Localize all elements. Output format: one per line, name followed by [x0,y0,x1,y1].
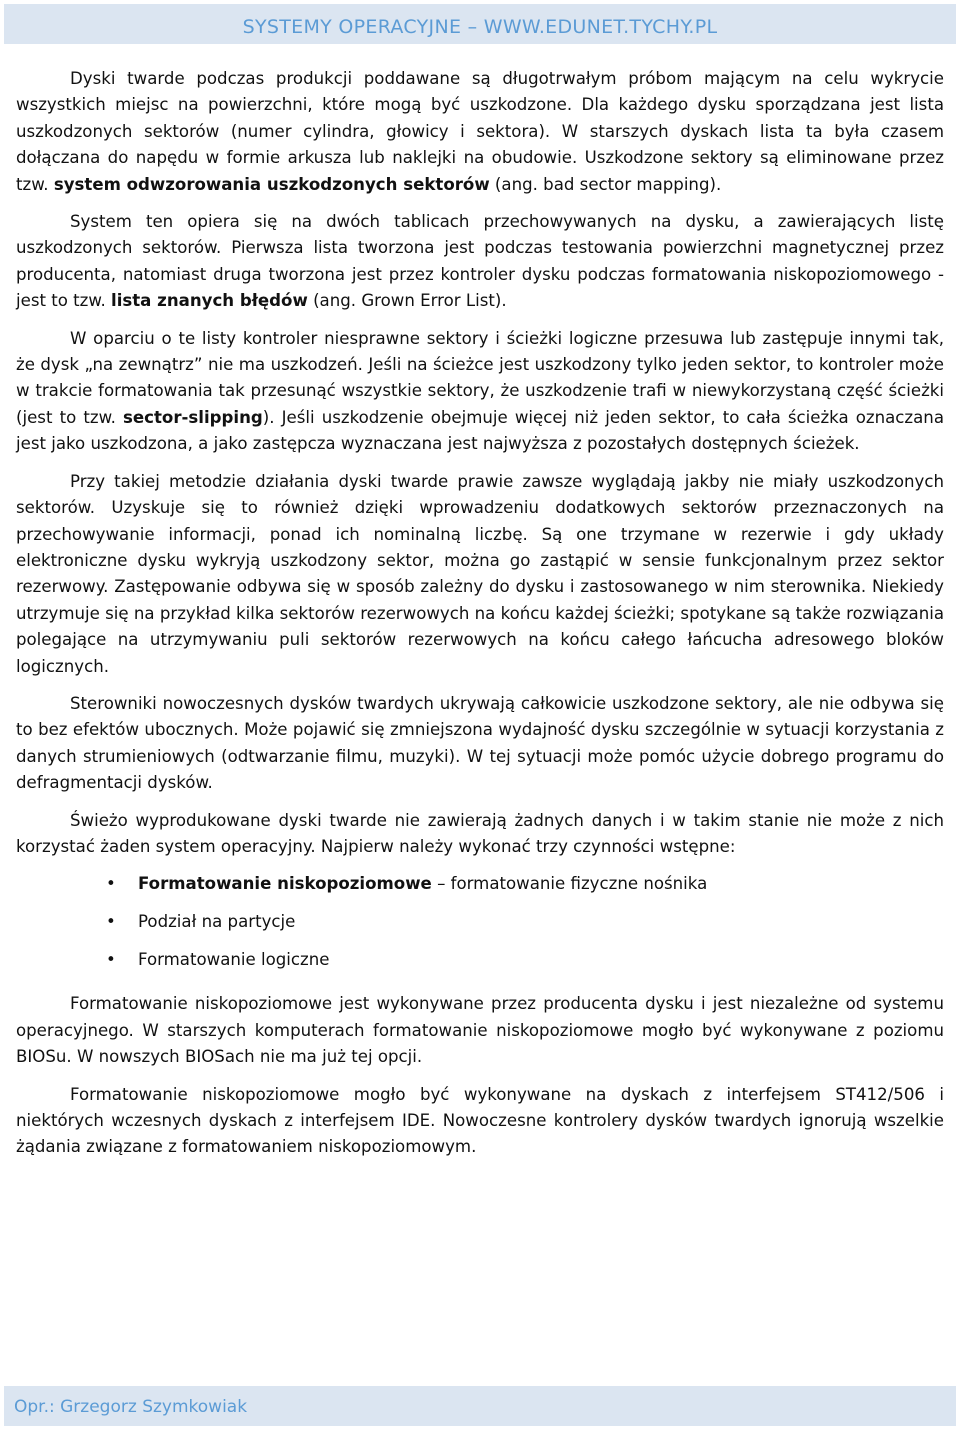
p1-text-c: (ang. bad sector mapping). [489,174,722,194]
list-item-1-rest: – formatowanie fizyczne nośnika [431,874,708,894]
paragraph-3 [16,326,944,458]
paragraph-4: Przy takiej metodzie działania dyski twarde prawie zawsze wyglądają jakby nie miały uszkodzonych sektorów. Uzyskuje się to również dzięki wprowadzeniu dodatkowych sektorów przeznaczonych na przechowywanie informacji, ponad ich nominalną liczbę. Są one trzymane w rezerwie i gdy układy elektroniczne dysku wykryją uszkodzony sektor, można go zastąpić w sensie funkcjonalnym przez sektor rezerwowy. Zastępowanie odbywa się w sposób zależny do dysku i zastosowanego w nim sterownika. Niekiedy utrzymuje się na przykład kilka sektorów rezerwowych na końcu każdej ścieżki; spotykane są także rozwiązania polegające na utrzymywaniu puli sektorów rezerwowych na końcu całego łańcucha adresowego bloków logicznych. [16,471,944,676]
p1-text-a: Dyski twarde podczas produkcji poddawane są długotrwałym próbom mającym na celu wykrycie wszystkich miejsc na powierzchni, które mogą być uszkodzone. Dla każdego dysku sporządzana jest lista uszkodzonych sektorów (numer cylindra, głowicy i sektora). W starszych dyskach lista ta była czasem dołączana do napędu w formie arkusza lub naklejki na obudowie. Uszkodzone sektory są eliminowane przez tzw. [16,69,944,194]
p2-bold-term: lista znanych błędów [111,291,308,311]
p3-text-c: ). Jeśli uszkodzenie obejmuje więcej niż jeden sektor, to cała ścieżka oznaczana jest jako uszkodzona, a jako zastępcza wyznaczana jest najwyższa z pozostałych dostępnych ścieżek. [16,407,944,454]
paragraph-8: Formatowanie niskopoziomowe mogło być wykonywane na dyskach z interfejsem ST412/506 i niektórych wczesnych dyskach z interfejsem IDE. Nowoczesne kontrolery dysków twardych ignorują wszelkie żądania związane z formatowaniem niskopoziomowym. [16,1084,944,1157]
p3-text-a: W oparciu o te listy kontroler niesprawne sektory i ścieżki logiczne przesuwa lub zastępuje innymi tak, że dysk „na zewnątrz” nie ma uszkodzeń. Jeśli na ścieżce jest uszkodzony tylko jeden sektor, to kontroler może w trakcie formatowania tak przesunąć wszystkie sektory, że uszkodzenie trafi w niewykorzystaną część ścieżki (jest to tzw. [16,328,944,427]
list-item [16,947,944,985]
page-header [4,4,956,44]
list-item [16,909,944,947]
list-item [16,871,944,909]
p1-bold-term: system odwzorowania uszkodzonych sektorów [53,174,490,194]
p3-bold-term: sector-slipping [123,407,263,427]
paragraph-6: Świeżo wyprodukowane dyski twarde nie zawierają żadnych danych i w takim stanie nie może z nich korzystać żaden system operacyjny. Najpierw należy wykonać trzy czynności wstępne: [16,810,944,856]
paragraph-5: Sterowniki nowoczesnych dysków twardych ukrywają całkowicie uszkodzone sektory, ale nie odbywa się to bez efektów ubocznych. Może pojawić się zmniejszona wydajność dysku szczególnie w sytuacji korzystania z danych strumieniowych (odtwarzanie filmu, muzyki). W tej sytuacji może pomóc użycie dobrego programu do defragmentacji dysków. [16,693,944,793]
p2-text-c: (ang. Grown Error List). [307,291,507,311]
bullet-icon: • [106,912,116,932]
page-footer [4,1386,956,1426]
bullet-icon: • [106,950,116,970]
paragraph-1 [16,66,944,198]
footer-author: Opr.: Grzegorz Szymkowiak [14,1397,248,1417]
list-item-2: Podział na partycje [138,912,296,932]
paragraph-7: Formatowanie niskopoziomowe jest wykonywane przez producenta dysku i jest niezależne od systemu operacyjnego. W starszych komputerach formatowanie niskopoziomowe mogło być wykonywane z poziomu BIOSu. W nowszych BIOSach nie ma już tej opcji. [16,994,944,1067]
paragraph-2 [16,209,944,315]
bullet-icon: • [106,874,116,894]
steps-list [16,871,944,985]
header-title: SYSTEMY OPERACYJNE – WWW.EDUNET.TYCHY.PL [242,16,718,38]
list-item-3: Formatowanie logiczne [138,950,330,970]
document-body [16,66,944,1172]
p2-text-a: System ten opiera się na dwóch tablicach przechowywanych na dysku, a zawierających listę uszkodzonych sektorów. Pierwsza lista tworzona jest podczas testowania powierzchni magnetycznej przez producenta, natomiast druga tworzona jest przez kontroler dysku podczas formatowania niskopoziomowego - jest to tzw. [16,212,944,311]
list-item-1-bold: Formatowanie niskopoziomowe [138,874,432,894]
